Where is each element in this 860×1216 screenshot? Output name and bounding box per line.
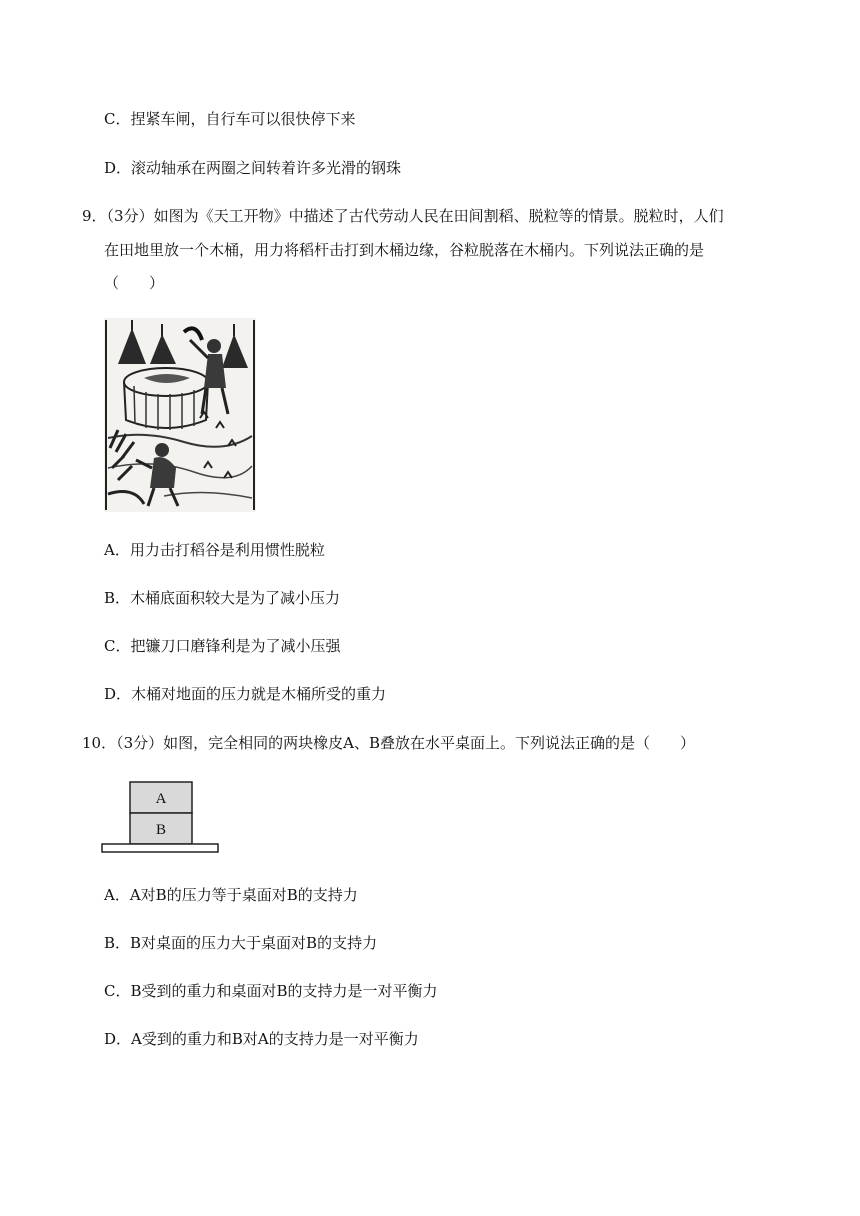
q10-option-c: C．B受到的重力和桌面对B的支持力是一对平衡力 (104, 982, 438, 1000)
q10-stem: 10．（3分）如图，完全相同的两块橡皮A、B叠放在水平桌面上。下列说法正确的是（ ） (82, 734, 695, 752)
q9-option-a: A．用力击打稻谷是利用惯性脱粒 (104, 541, 325, 559)
eraser-a-label: A (155, 791, 167, 807)
q9-option-c: C．把镰刀口磨锋利是为了减小压强 (104, 637, 341, 655)
q9-woodcut-illustration (104, 318, 256, 512)
q8-option-c: C．捏紧车闸，自行车可以很快停下来 (104, 110, 356, 128)
q10-option-a: A．A对B的压力等于桌面对B的支持力 (104, 886, 358, 904)
q9-stem-line1: 9．（3分）如图为《天工开物》中描述了古代劳动人民在田间割稻、脱粒等的情景。脱粒时，人们 (82, 207, 724, 225)
q8-option-d: D．滚动轴承在两圈之间转着许多光滑的钢珠 (104, 159, 402, 177)
q10-option-d: D．A受到的重力和B对A的支持力是一对平衡力 (104, 1030, 419, 1048)
q10-option-b: B．B对桌面的压力大于桌面对B的支持力 (104, 934, 378, 952)
q9-answer-blank: （ ） (104, 274, 165, 292)
table-surface (102, 844, 218, 852)
eraser-b-label: B (155, 822, 167, 838)
q9-option-b: B．木桶底面积较大是为了减小压力 (104, 589, 341, 607)
q10-eraser-stack-figure (100, 780, 222, 854)
q9-option-d: D．木桶对地面的压力就是木桶所受的重力 (104, 685, 387, 703)
q9-stem-line2: 在田地里放一个木桶，用力将稻杆击打到木桶边缘，谷粒脱落在木桶内。下列说法正确的是 (104, 241, 705, 259)
